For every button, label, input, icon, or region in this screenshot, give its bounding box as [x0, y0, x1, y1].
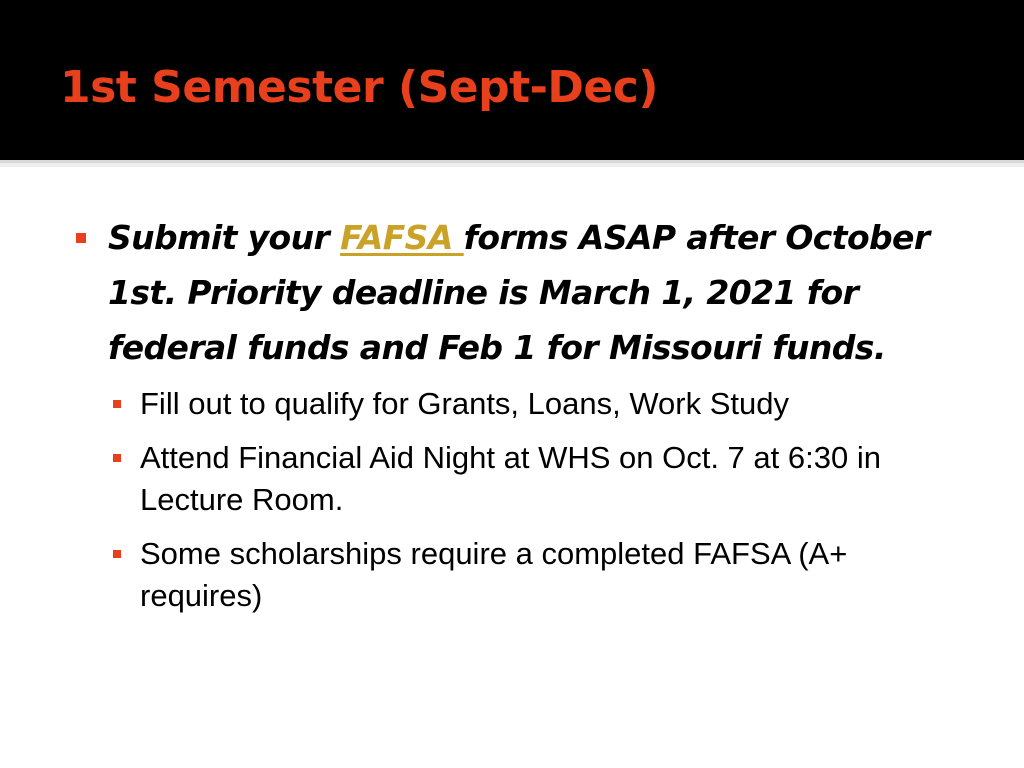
- slide-content: [70, 210, 970, 629]
- title-bar: [0, 0, 1024, 160]
- sub-bullet-text: Some scholarships require a completed FAFSA (A+ requires): [140, 536, 848, 613]
- sub-bullet-text: Fill out to qualify for Grants, Loans, Work Study: [140, 386, 789, 421]
- main-bullet-suffix: forms ASAP after October 1st. Priority deadline is March 1, 2021 for federal funds and Feb 1 for Missouri funds.: [108, 218, 930, 367]
- square-bullet-icon: [113, 400, 121, 408]
- sub-bullet-grants: [70, 383, 970, 425]
- square-bullet-icon: [76, 233, 86, 243]
- main-bullet-prefix: Submit your: [108, 218, 341, 257]
- main-bullet: [70, 210, 970, 375]
- sub-bullet-text: Attend Financial Aid Night at WHS on Oct. 7 at 6:30 in Lecture Room.: [140, 440, 881, 517]
- title-divider-shadow: [0, 163, 1024, 167]
- square-bullet-icon: [113, 454, 121, 462]
- sub-bullet-list: [70, 383, 970, 617]
- fafsa-link[interactable]: FAFSA: [340, 218, 464, 257]
- sub-bullet-aid-night: [70, 437, 970, 521]
- slide-title: 1st Semester (Sept-Dec): [60, 62, 658, 113]
- square-bullet-icon: [113, 550, 121, 558]
- sub-bullet-scholarships: [70, 533, 970, 617]
